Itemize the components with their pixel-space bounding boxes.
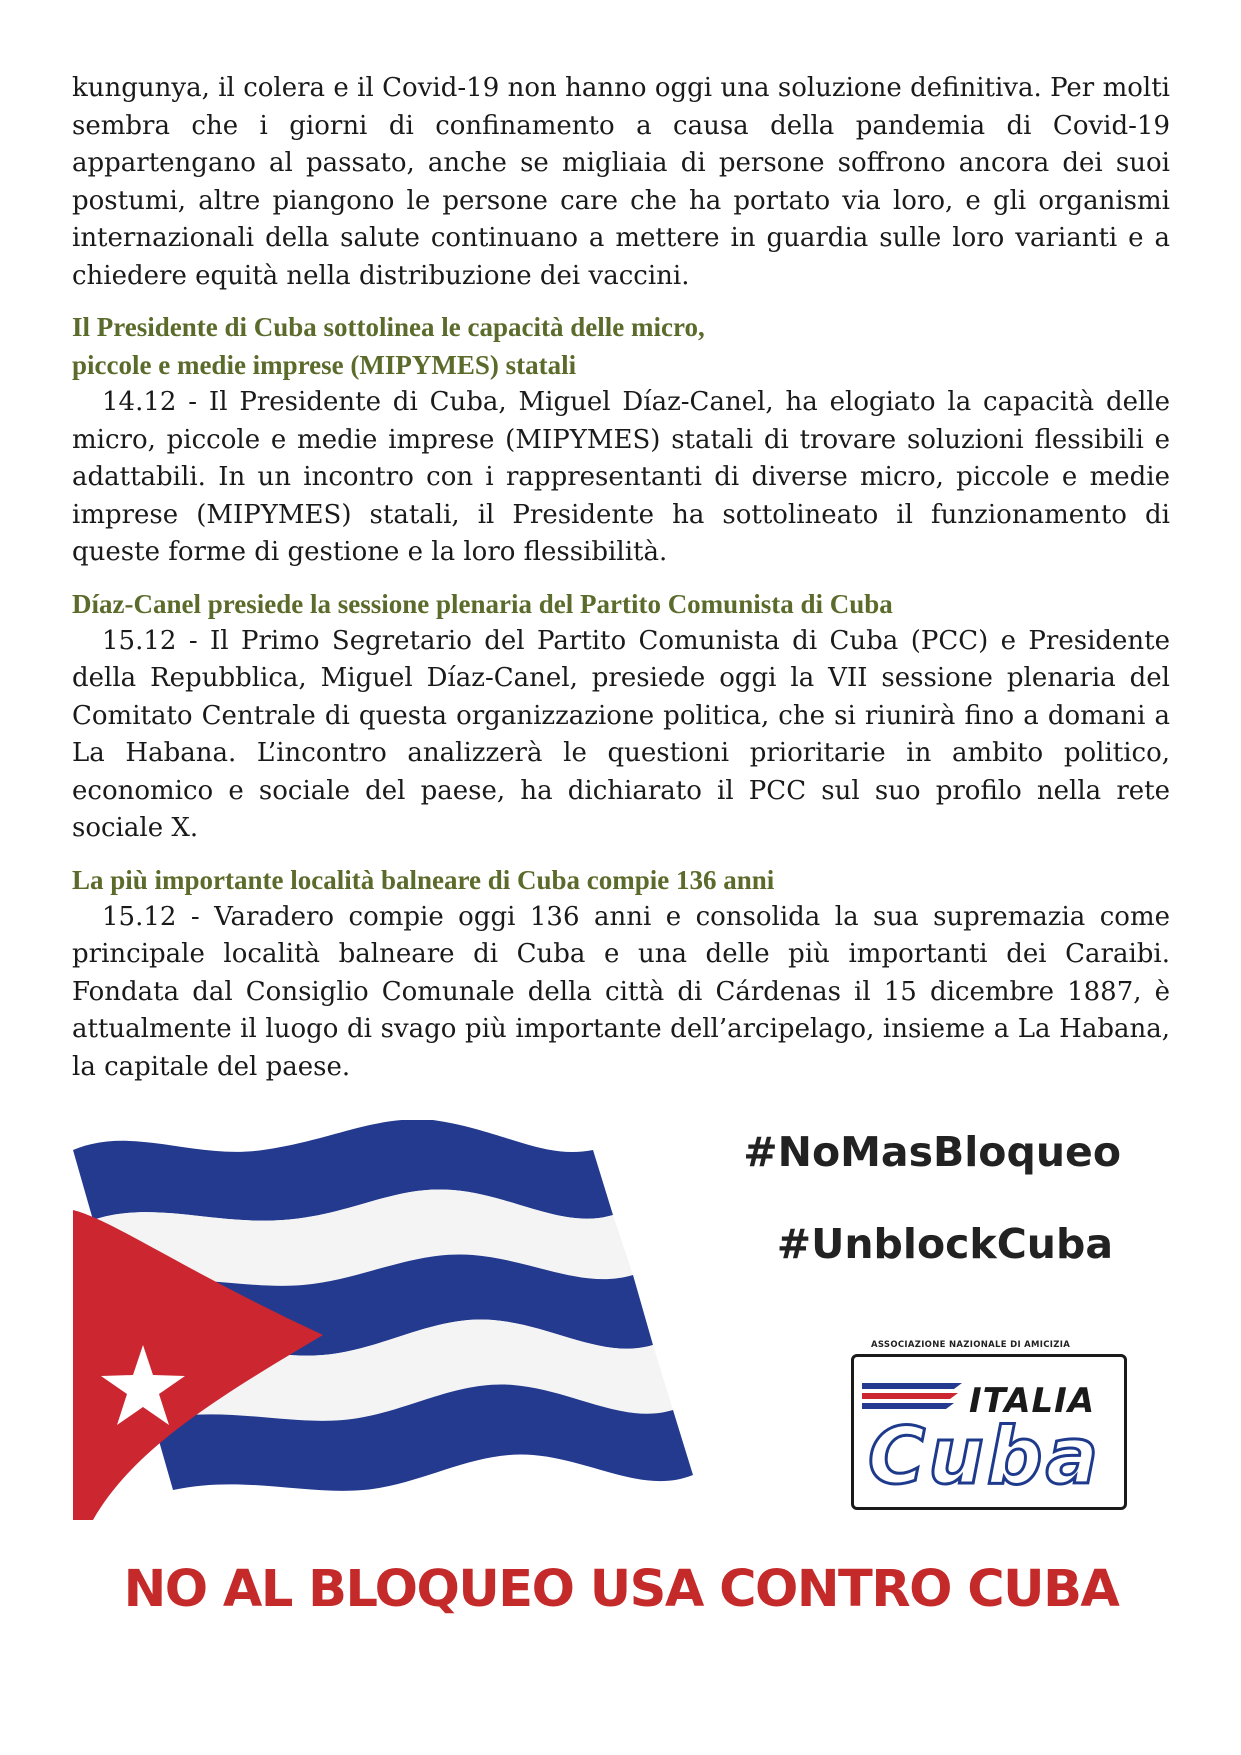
hashtag-unblockcuba: #UnblockCuba	[776, 1220, 1113, 1268]
article-heading-line: Díaz-Canel presiede la sessione plenaria del Partito Comunista di Cuba	[72, 588, 893, 619]
document-page	[72, 70, 1170, 1086]
article-heading	[72, 585, 1170, 623]
article-body: 15.12 - Il Primo Segretario del Partito Comunista di Cuba (PCC) e Presidente della Repubblica, Miguel Díaz-Canel, presiede oggi la VII sessione plenaria del Comitato Centrale di questa organizzazione politica, che si riunirà fino a domani a La Habana. L’incontro analizzerà le questioni prioritarie in ambito politico, economico e sociale del paese, ha dichiarato il PCC sul suo profilo nella rete sociale X.	[72, 625, 1170, 843]
cuban-flag-image	[73, 1120, 773, 1540]
article-body: 14.12 - Il Presidente di Cuba, Miguel Díaz-Canel, ha elogiato la capacità delle micro, piccole e medie imprese (MIPYMES) statali di trovare soluzioni flessibili e adattabili. In un incontro con i rappresentanti di diverse micro, piccole e medie imprese (MIPYMES) statali, il Presidente ha sottolineato il funzionamento di queste forme di gestione e la loro flessibilità.	[72, 387, 1170, 567]
article-varadero	[72, 861, 1170, 1087]
article-body: 15.12 - Varadero compie oggi 136 anni e consolida la sua supremazia come principale località balneare di Cuba e una delle più importanti dei Caraibi. Fondata dal Consiglio Comunale della città di Cárdenas il 15 dicembre 1887, è attualmente il luogo di svago più importante dell’arcipelago, insieme a La Habana, la capitale del paese.	[72, 901, 1170, 1082]
article-heading-line: Il Presidente di Cuba sottolinea le capacità delle micro,	[72, 312, 705, 342]
logo-cuba-text: Cuba	[868, 1412, 1102, 1502]
article-heading	[72, 861, 1170, 899]
article-heading-line: La più importante località balneare di Cuba compie 136 anni	[72, 864, 775, 895]
article-heading	[72, 308, 1170, 384]
logo-subtitle: ASSOCIAZIONE NAZIONALE DI AMICIZIA	[871, 1340, 1071, 1350]
article-heading-line: piccole e medie imprese (MIPYMES) statali	[72, 350, 577, 380]
unblock-cuba-banner	[73, 1120, 1169, 1676]
logo-frame	[851, 1354, 1127, 1510]
banner-slogan: NO AL BLOQUEO USA CONTRO CUBA	[123, 1560, 1119, 1619]
logo-italia-text: ITALIA	[969, 1381, 1096, 1421]
article-mipymes	[72, 308, 1170, 572]
intro-paragraph: kungunya, il colera e il Covid-19 non hanno oggi una soluzione definitiva. Per molti sembra che i giorni di confinamento a causa della pandemia di Covid-19 appartengano al passato, anche se migliaia di persone soffrono ancora dei suoi postumi, altre piangono le persone care che ha portato via loro, e gli organismi internazionali della salute continuano a mettere in guardia sulle loro varianti e a chiedere equità nella distribuzione dei vaccini.	[72, 73, 1170, 291]
logo-stripes-icon	[862, 1377, 972, 1417]
article-plenaria	[72, 585, 1170, 848]
hashtag-nomasbloqueo: #NoMasBloqueo	[743, 1128, 1121, 1176]
italia-cuba-logo	[811, 1340, 1111, 1516]
